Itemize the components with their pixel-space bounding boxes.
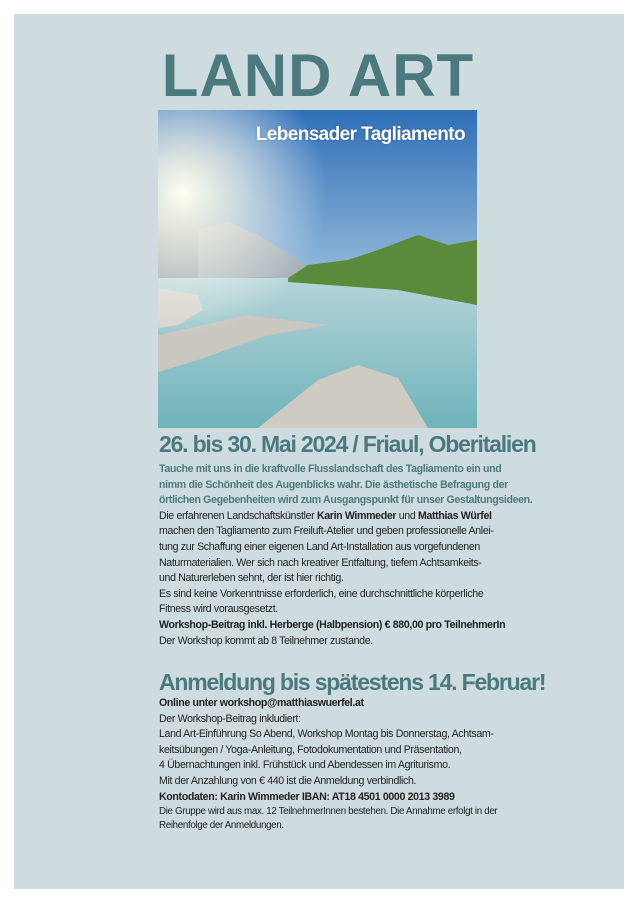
body-line: machen den Tagliamento zum Freiluft-Atelier und geben professionelle Anlei- — [159, 525, 494, 538]
date-location-headline: 26. bis 30. Mai 2024 / Friaul, Oberitalien — [159, 431, 536, 457]
intro-line: örtlichen Gegebenheiten wird zum Ausgangspunkt für unser Gestaltungsideen. — [159, 494, 533, 507]
body-line: tung zur Schaffung einer eigenen Land Art-Installation aus vorgefundenen — [159, 540, 480, 553]
footer-line: Reihenfolge der Anmeldungen. — [159, 820, 284, 832]
body-line: und Naturerleben sehnt, der ist hier richtig. — [159, 572, 344, 585]
registration-heading: Anmeldung bis spätestens 14. Februar! — [159, 669, 546, 695]
artists-line-text: und — [396, 509, 418, 522]
artist-name: Karin Wimmeder — [316, 509, 397, 522]
artists-line-text: Die erfahrenen Landschaftskünstler — [159, 509, 317, 522]
registration-section — [159, 668, 546, 833]
body-line: Fitness wird vorausgesetzt. — [159, 603, 278, 616]
body-line: Naturmaterialien. Wer sich nach kreativer Entfaltung, tiefem Achtsamkeits- — [159, 556, 482, 569]
online-registration-link[interactable]: Online unter workshop@matthiaswuerfel.at — [159, 697, 364, 709]
includes-line: Der Workshop-Beitrag inkludiert: — [159, 712, 301, 725]
intro-line: nimm die Schönheit des Augenblicks wahr. Die ästhetische Befragung der — [159, 478, 508, 491]
includes-line: Mit der Anzahlung von € 440 ist die Anmeldung verbindlich. — [159, 774, 417, 787]
river-photo — [158, 110, 477, 428]
includes-line: Land Art-Einführung So Abend, Workshop Montag bis Donnerstag, Achtsam- — [159, 728, 494, 741]
artists-line — [159, 509, 492, 525]
intro-line: Tauche mit uns in die kraftvolle Flusslandschaft des Tagliamento ein und — [159, 463, 502, 475]
body-line: Es sind keine Vorkenntnisse erforderlich, eine durchschnittliche körperliche — [159, 587, 484, 600]
includes-line: 4 Übernachtungen inkl. Frühstück und Abendessen im Agriturismo. — [159, 759, 451, 772]
event-details — [159, 430, 536, 649]
artist-name: Matthias Würfel — [417, 509, 492, 522]
price-line: Workshop-Beitrag inkl. Herberge (Halbpension) € 880,00 pro TeilnehmerIn — [159, 618, 506, 631]
poster-title: LAND ART — [161, 42, 475, 109]
minimum-participants-line: Der Workshop kommt ab 8 Teilnehmer zustande. — [159, 634, 373, 647]
photo-subtitle: Lebensader Tagliamento — [255, 124, 465, 145]
includes-line: keitsübungen / Yoga-Anleitung, Fotodokumentation und Präsentation, — [159, 743, 462, 756]
footer-line: Die Gruppe wird aus max. 12 TeilnehmerInnen bestehen. Die Annahme erfolgt in der — [159, 806, 498, 818]
account-details: Kontodaten: Karin Wimmeder IBAN: AT18 4501 0000 2013 3989 — [159, 790, 455, 803]
